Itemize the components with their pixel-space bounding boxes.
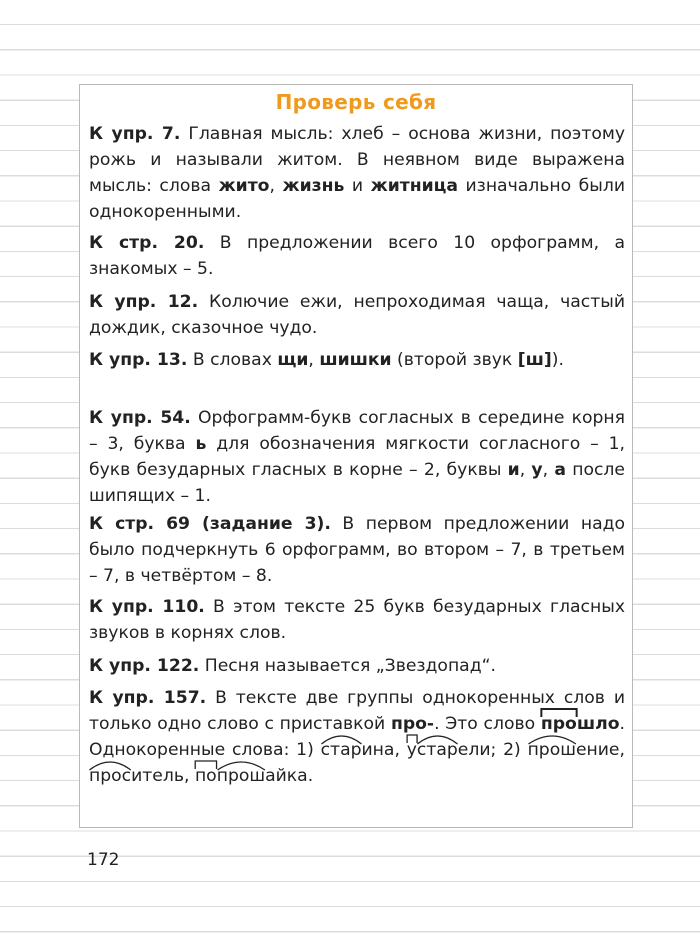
root-arc: стар [417, 737, 458, 763]
answer-ex-54: К упр. 54. Орфограмм-букв согласных в середине корня – 3, буква ь для обозначения мягкости согласного – 1, букв безударных гласных в корне – 2, буквы и, у, а после шипящих – 1. [89, 408, 626, 506]
prefix-bracket: про [541, 711, 577, 737]
check-yourself-box [79, 84, 633, 828]
answer-label: К упр. 7. [89, 124, 181, 144]
answer-label: К упр. 122. [89, 656, 200, 676]
root-arc: прош [217, 763, 265, 789]
page-number: 172 [87, 850, 120, 870]
answer-label: К упр. 13. [89, 350, 188, 370]
answer-ex-13: К упр. 13. В словах щи, шишки (второй звук [ш]). [89, 350, 564, 370]
answer-ex-110: К упр. 110. В этом тексте 25 букв безударных гласных звуков в корнях слов. [89, 597, 625, 643]
answer-label: К упр. 110. [89, 597, 205, 617]
answer-label: К упр. 12. [89, 292, 199, 312]
answer-label: К упр. 54. [89, 408, 191, 428]
answer-label: К упр. 157. [89, 688, 207, 708]
answer-ex-7: К упр. 7. Главная мысль: хлеб – основа жизни, поэтому рожь и называли житом. В неявном виде выражена мысль: слова жито, жизнь и житница изначально были однокоренными. [89, 124, 625, 222]
answer-ex-157: К упр. 157. В тексте две группы однокоренных слов и только одно слово с приставкой про-. Это слово про шло. Однокоренные слова: 1) стар ина, у стар ели; 2) прош ение, прос итель, по прош айка. [89, 685, 625, 789]
answer-label: К стр. 69 (задание 3). [89, 514, 331, 534]
root-arc: стар [321, 737, 362, 763]
answer-label: К стр. 20. [89, 233, 205, 253]
answer-page-20: К стр. 20. В предложении всего 10 орфограмм, а знакомых – 5. [89, 233, 625, 279]
root-arc: прош [528, 737, 576, 763]
box-title: Проверь себя [275, 90, 437, 114]
answer-ex-12: К упр. 12. Колючие ежи, непроходимая чаща, частый дождик, сказочное чудо. [89, 292, 625, 338]
root-arc: прос [89, 763, 131, 789]
prefix-bracket: по [195, 763, 217, 789]
prefix-marked-word: про шло [541, 714, 620, 734]
prefix-bracket: у [407, 737, 417, 763]
answer-ex-122: К упр. 122. Песня называется „Звездопад“. [89, 656, 496, 676]
answer-page-69: К стр. 69 (задание 3). В первом предложении надо было подчеркнуть 6 орфограмм, во втором – 7, в третьем – 7, в четвёртом – 8. [89, 514, 625, 586]
